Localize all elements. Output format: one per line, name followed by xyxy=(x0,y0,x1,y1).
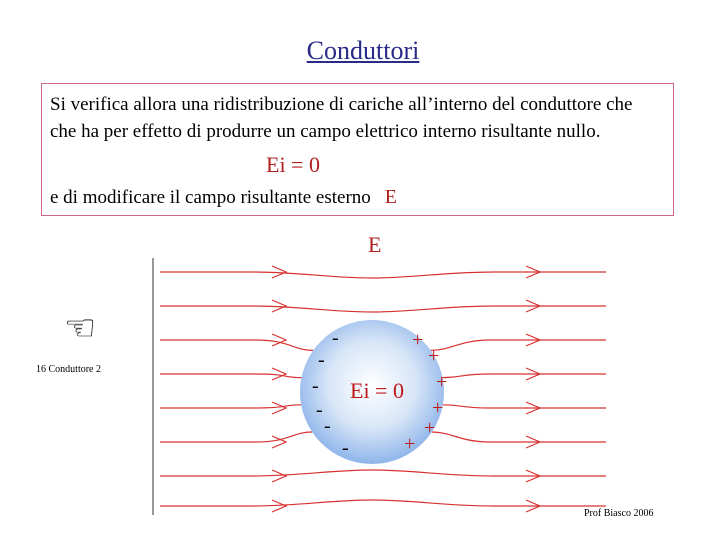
text-line-1: Si verifica allora una ridistribuzione di cariche all’interno del conduttore che xyxy=(50,94,633,115)
negative-charge: - xyxy=(312,375,319,397)
field-arrow xyxy=(272,436,286,448)
footer-credit: Prof Biasco 2006 xyxy=(584,508,654,519)
negative-charge: - xyxy=(332,327,339,349)
pointing-hand-icon[interactable]: ☞ xyxy=(64,308,97,348)
equation-inner-field: Ei = 0 xyxy=(266,152,320,177)
negative-charge: - xyxy=(342,437,349,459)
field-arrow xyxy=(272,334,286,346)
field-symbol-inline: E xyxy=(384,186,397,208)
positive-charge: + xyxy=(404,433,416,455)
text-line-3-label: e di modificare il campo risultante esterno xyxy=(50,187,371,208)
field-arrow xyxy=(272,368,286,380)
positive-charge: + xyxy=(436,371,448,393)
positive-charge: + xyxy=(424,417,436,439)
positive-charge: + xyxy=(412,329,424,351)
positive-charge: + xyxy=(432,397,444,419)
field-label: E xyxy=(368,232,382,257)
negative-charge: - xyxy=(316,399,323,421)
negative-charge: - xyxy=(318,349,325,371)
inner-field-label: Ei = 0 xyxy=(350,378,404,403)
negative-charge: - xyxy=(324,415,331,437)
positive-charge: + xyxy=(428,345,440,367)
text-line-2: che ha per effetto di produrre un campo elettrico interno risultante nullo. xyxy=(50,121,601,142)
page-title: Conduttori xyxy=(306,36,420,65)
slide-reference[interactable]: 16 Conduttore 2 xyxy=(36,364,101,375)
